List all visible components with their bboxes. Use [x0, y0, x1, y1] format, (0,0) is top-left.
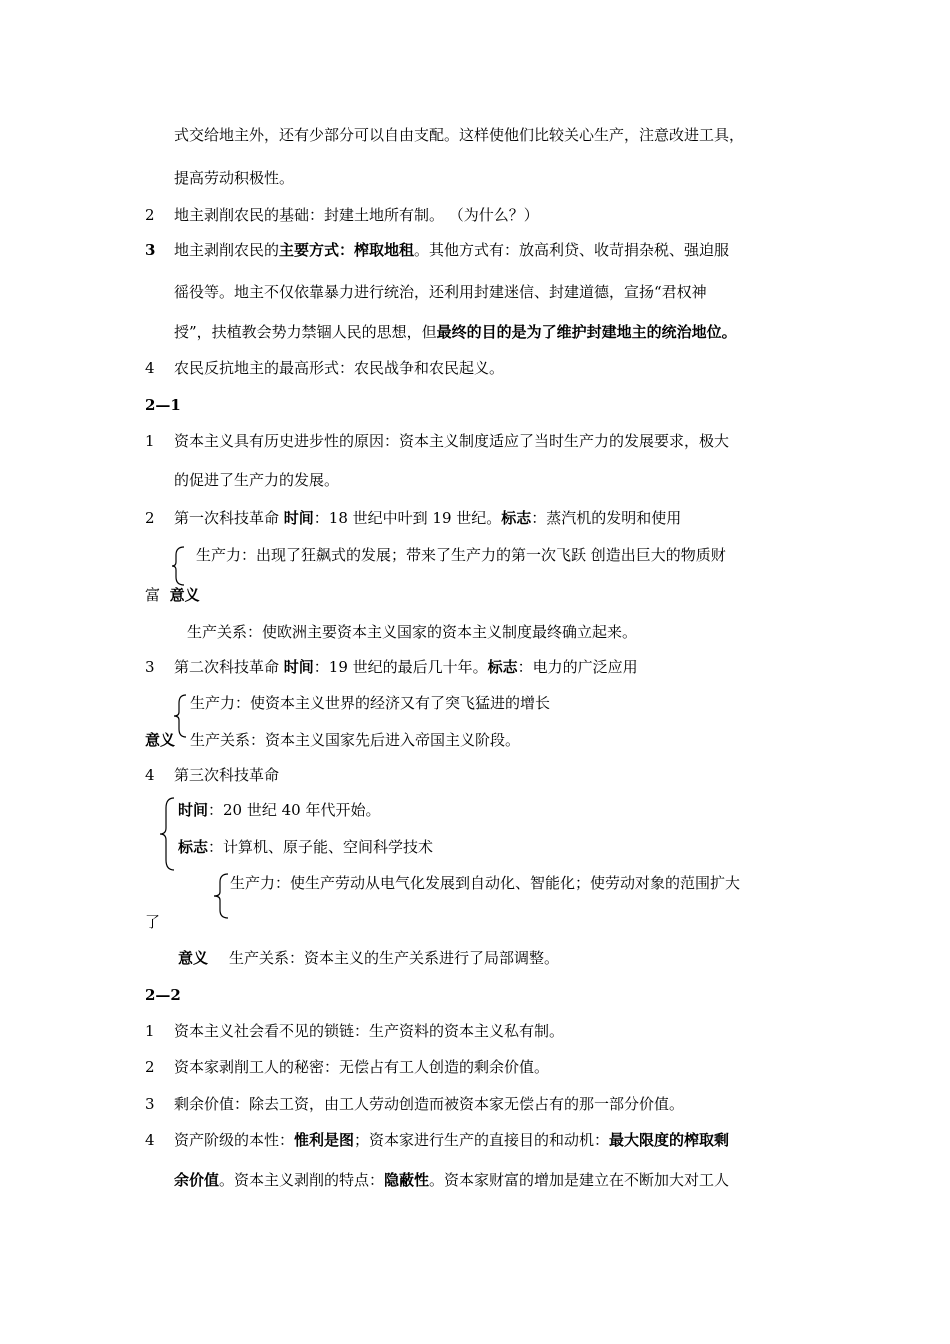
text-line: 式交给地主外，还有少部分可以自由支配。这样使他们比较关心生产，注意改进工具，: [174, 126, 745, 144]
text-span: 富: [145, 586, 161, 604]
text-span: ：20 世纪 40 年代开始。: [208, 801, 381, 819]
text-line: [178, 800, 381, 820]
text-line: 的促进了生产力的发展。: [174, 471, 340, 489]
list-number: 4: [145, 1131, 155, 1149]
bold-span: 最大限度的榨取剩: [609, 1131, 730, 1149]
text-line: 剩余价值：除去工资，由工人劳动创造而被资本家无偿占有的那一部分价值。: [174, 1095, 685, 1113]
bold-span: 标志: [487, 658, 518, 676]
list-number: 3: [145, 658, 155, 676]
bold-span: 意义: [169, 586, 200, 604]
text-span: ；资本家进行生产的直接目的和动机：: [354, 1131, 610, 1149]
text-line: 了: [145, 913, 161, 931]
text-line: 资本家剥削工人的秘密：无偿占有工人创造的剩余价值。: [174, 1058, 550, 1076]
text-line: 生产关系：资本主义的生产关系进行了局部调整。: [229, 949, 560, 967]
text-line: [174, 1170, 729, 1190]
text-line: 生产关系：使欧洲主要资本主义国家的资本主义制度最终确立起来。: [187, 623, 638, 641]
text-line: 提高劳动积极性。: [174, 169, 295, 187]
text-span: 地主剥削农民的: [174, 241, 280, 259]
bold-span: 时间: [283, 509, 314, 527]
text-span: 授”，扶植教会势力禁锢人民的思想，但: [174, 323, 437, 341]
text-line: [174, 322, 737, 342]
text-line: 生产关系：资本主义国家先后进入帝国主义阶段。: [190, 731, 521, 749]
list-number: 2: [145, 509, 155, 527]
text-span: 第一次科技革命: [174, 509, 284, 527]
bold-span: 主要方式：榨取地租: [279, 241, 415, 259]
text-span: 资产阶级的本性：: [174, 1131, 295, 1149]
list-number: 1: [145, 432, 155, 450]
text-line: 生产力：使资本主义世界的经济又有了突飞猛进的增长: [190, 694, 551, 712]
text-span: 。其他方式有：放高利贷、收苛捐杂税、强迫服: [414, 241, 730, 259]
text-line: 资本主义社会看不见的锁链：生产资料的资本主义私有制。: [174, 1022, 565, 1040]
section-heading: 2—2: [145, 986, 181, 1004]
text-line: 生产力：出现了狂飙式的发展；带来了生产力的第一次飞跃 创造出巨大的物质财: [196, 546, 726, 564]
section-heading: 2—1: [145, 396, 181, 414]
brace-icon: [158, 796, 176, 872]
bold-span: 余价值: [174, 1171, 220, 1189]
text-line: 意义: [178, 949, 209, 967]
text-line: [174, 657, 638, 677]
list-number: 3: [145, 1095, 155, 1113]
list-number: 4: [145, 359, 155, 377]
text-line: [178, 837, 433, 857]
list-number: 4: [145, 766, 155, 784]
brace-icon: [170, 545, 186, 587]
bold-span: 隐蔽性: [384, 1171, 430, 1189]
text-line: [174, 1130, 729, 1150]
text-span: 。资本家财富的增加是建立在不断加大对工人: [429, 1171, 730, 1189]
bold-span: 惟利是图: [294, 1131, 355, 1149]
text-line: 第三次科技革命: [174, 766, 280, 784]
text-span: ：蒸汽机的发明和使用: [531, 509, 682, 527]
text-line: [145, 585, 200, 605]
text-line: 资本主义具有历史进步性的原因：资本主义制度适应了当时生产力的发展要求，极大: [174, 432, 730, 450]
text-span: 第二次科技革命: [174, 658, 284, 676]
bold-span: 时间: [283, 658, 314, 676]
brace-icon: [212, 872, 230, 920]
text-line: 地主剥削农民的基础：封建土地所有制。 （为什么？）: [174, 206, 539, 224]
bold-span: 时间: [178, 801, 209, 819]
text-line: 徭役等。地主不仅依靠暴力进行统治，还利用封建迷信、封建道德，宣扬“君权神: [174, 283, 707, 301]
list-number: 1: [145, 1022, 155, 1040]
bold-span: 标志: [178, 838, 209, 856]
list-number: 2: [145, 206, 155, 224]
text-line: 意义: [145, 731, 176, 749]
bold-span: 标志: [501, 509, 532, 527]
bold-span: 最终的目的是为了维护封建地主的统治地位。: [436, 323, 737, 341]
text-span: ：19 世纪的最后几十年。: [313, 658, 488, 676]
text-line: [174, 240, 729, 260]
text-line: 农民反抗地主的最高形式：农民战争和农民起义。: [174, 359, 505, 377]
text-span: ：18 世纪中叶到 19 世纪。: [313, 509, 502, 527]
text-line: 生产力：使生产劳动从电气化发展到自动化、智能化；使劳动对象的范围扩大: [230, 874, 741, 892]
text-span: 。资本主义剥削的特点：: [219, 1171, 385, 1189]
list-number: 3: [145, 241, 156, 259]
text-line: [174, 508, 681, 528]
list-number: 2: [145, 1058, 155, 1076]
text-span: ：电力的广泛应用: [517, 658, 638, 676]
text-span: ：计算机、原子能、空间科学技术: [208, 838, 434, 856]
